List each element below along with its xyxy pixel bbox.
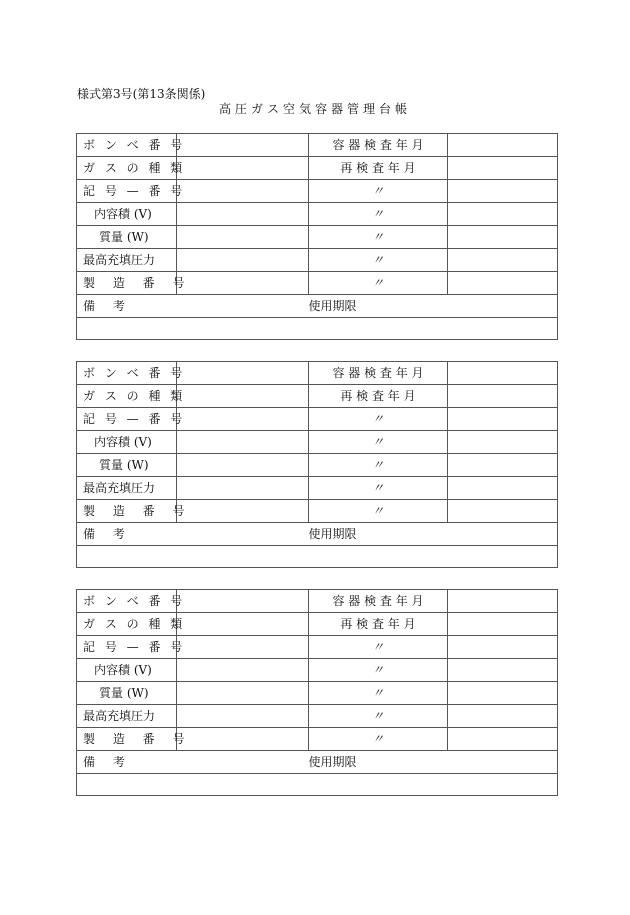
ledger-table-1 [76, 133, 558, 340]
table-row [77, 295, 558, 318]
mass-label: 質量 (W) [77, 226, 177, 249]
reinspection-date-field[interactable] [448, 157, 558, 180]
mass-field[interactable] [177, 454, 309, 477]
reinspection-date-field[interactable] [448, 408, 558, 431]
symbol-number-field[interactable] [177, 180, 309, 203]
ditto-mark: 〃 [309, 682, 448, 705]
expiry-label: 使用期限 [309, 751, 448, 774]
mass-label: 質量 (W) [77, 454, 177, 477]
ledger-table-2 [76, 361, 558, 568]
table-row [77, 454, 558, 477]
symbol-number-label: 記 号 — 番 号 [77, 180, 177, 203]
expiry-field[interactable] [448, 751, 558, 774]
max-fill-pressure-field[interactable] [177, 477, 309, 500]
reinspection-date-field[interactable] [448, 636, 558, 659]
internal-volume-label: 内容積 (V) [77, 203, 177, 226]
reinspection-date-field[interactable] [448, 431, 558, 454]
symbol-number-label: 記 号 — 番 号 [77, 636, 177, 659]
table-row [77, 705, 558, 728]
manufacture-number-field[interactable] [177, 272, 309, 295]
reinspection-date-field[interactable] [448, 477, 558, 500]
ditto-mark: 〃 [309, 454, 448, 477]
reinspection-date-field[interactable] [448, 613, 558, 636]
table-row [77, 249, 558, 272]
reinspection-date-field[interactable] [448, 180, 558, 203]
remarks-field[interactable] [77, 318, 558, 340]
table-row [77, 774, 558, 796]
mass-field[interactable] [177, 226, 309, 249]
table-row [77, 431, 558, 454]
ditto-mark: 〃 [309, 408, 448, 431]
inspection-date-label: 容 器 検 査 年 月 [309, 134, 448, 157]
ditto-mark: 〃 [309, 705, 448, 728]
expiry-label: 使用期限 [309, 523, 448, 546]
manufacture-number-label: 製 造 番 号 [77, 272, 177, 295]
inspection-date-label: 容 器 検 査 年 月 [309, 590, 448, 613]
cylinder-number-label: ボ ン ベ 番 号 [77, 590, 177, 613]
table-row [77, 272, 558, 295]
remarks-field[interactable] [77, 774, 558, 796]
manufacture-number-field[interactable] [177, 728, 309, 751]
cylinder-number-field[interactable] [177, 590, 309, 613]
expiry-field[interactable] [448, 295, 558, 318]
ditto-mark: 〃 [309, 272, 448, 295]
reinspection-date-field[interactable] [448, 226, 558, 249]
table-row [77, 682, 558, 705]
reinspection-date-field[interactable] [448, 272, 558, 295]
mass-field[interactable] [177, 682, 309, 705]
manufacture-number-field[interactable] [177, 500, 309, 523]
ditto-mark: 〃 [309, 728, 448, 751]
symbol-number-field[interactable] [177, 636, 309, 659]
inspection-date-field[interactable] [448, 590, 558, 613]
ditto-mark: 〃 [309, 477, 448, 500]
reinspection-date-field[interactable] [448, 454, 558, 477]
table-row [77, 226, 558, 249]
internal-volume-field[interactable] [177, 203, 309, 226]
table-row [77, 362, 558, 385]
table-row [77, 408, 558, 431]
form-number: 様式第3号(第13条関係) [77, 87, 206, 101]
reinspection-date-label: 再 検 査 年 月 [309, 385, 448, 408]
inspection-date-field[interactable] [448, 134, 558, 157]
inspection-date-field[interactable] [448, 362, 558, 385]
reinspection-date-field[interactable] [448, 705, 558, 728]
internal-volume-label: 内容積 (V) [77, 659, 177, 682]
table-row [77, 500, 558, 523]
ditto-mark: 〃 [309, 659, 448, 682]
cylinder-number-field[interactable] [177, 362, 309, 385]
internal-volume-label: 内容積 (V) [77, 431, 177, 454]
table-row [77, 523, 558, 546]
ditto-mark: 〃 [309, 249, 448, 272]
table-row [77, 318, 558, 340]
max-fill-pressure-field[interactable] [177, 705, 309, 728]
table-row [77, 613, 558, 636]
internal-volume-field[interactable] [177, 431, 309, 454]
ditto-mark: 〃 [309, 226, 448, 249]
gas-type-label: ガ ス の 種 類 [77, 385, 177, 408]
ditto-mark: 〃 [309, 500, 448, 523]
max-fill-pressure-label: 最高充填圧力 [77, 249, 177, 272]
internal-volume-field[interactable] [177, 659, 309, 682]
table-row [77, 157, 558, 180]
table-row [77, 590, 558, 613]
cylinder-number-label: ボ ン ベ 番 号 [77, 134, 177, 157]
ditto-mark: 〃 [309, 203, 448, 226]
gas-type-label: ガ ス の 種 類 [77, 613, 177, 636]
ditto-mark: 〃 [309, 180, 448, 203]
ledger-table-3 [76, 589, 558, 796]
remarks-field[interactable] [77, 546, 558, 568]
reinspection-date-label: 再 検 査 年 月 [309, 613, 448, 636]
symbol-number-label: 記 号 — 番 号 [77, 408, 177, 431]
remarks-label: 備 考 [77, 523, 309, 546]
gas-type-label: ガ ス の 種 類 [77, 157, 177, 180]
table-row [77, 636, 558, 659]
reinspection-date-field[interactable] [448, 203, 558, 226]
expiry-label: 使用期限 [309, 295, 448, 318]
remarks-label: 備 考 [77, 295, 309, 318]
max-fill-pressure-label: 最高充填圧力 [77, 477, 177, 500]
reinspection-date-field[interactable] [448, 728, 558, 751]
reinspection-date-field[interactable] [448, 385, 558, 408]
max-fill-pressure-label: 最高充填圧力 [77, 705, 177, 728]
table-row [77, 134, 558, 157]
cylinder-number-label: ボ ン ベ 番 号 [77, 362, 177, 385]
ditto-mark: 〃 [309, 636, 448, 659]
max-fill-pressure-field[interactable] [177, 249, 309, 272]
table-row [77, 385, 558, 408]
table-row [77, 728, 558, 751]
reinspection-date-field[interactable] [448, 659, 558, 682]
document-title: 高圧ガス空気容器管理台帳 [218, 102, 411, 116]
gas-type-field[interactable] [177, 157, 309, 180]
expiry-field[interactable] [448, 523, 558, 546]
remarks-label: 備 考 [77, 751, 309, 774]
manufacture-number-label: 製 造 番 号 [77, 728, 177, 751]
mass-label: 質量 (W) [77, 682, 177, 705]
table-row [77, 751, 558, 774]
ditto-mark: 〃 [309, 431, 448, 454]
symbol-number-field[interactable] [177, 408, 309, 431]
table-row [77, 477, 558, 500]
reinspection-date-field[interactable] [448, 249, 558, 272]
reinspection-date-field[interactable] [448, 682, 558, 705]
gas-type-field[interactable] [177, 385, 309, 408]
table-row [77, 203, 558, 226]
table-row [77, 180, 558, 203]
inspection-date-label: 容 器 検 査 年 月 [309, 362, 448, 385]
reinspection-date-field[interactable] [448, 500, 558, 523]
table-row [77, 659, 558, 682]
manufacture-number-label: 製 造 番 号 [77, 500, 177, 523]
table-row [77, 546, 558, 568]
gas-type-field[interactable] [177, 613, 309, 636]
reinspection-date-label: 再 検 査 年 月 [309, 157, 448, 180]
cylinder-number-field[interactable] [177, 134, 309, 157]
